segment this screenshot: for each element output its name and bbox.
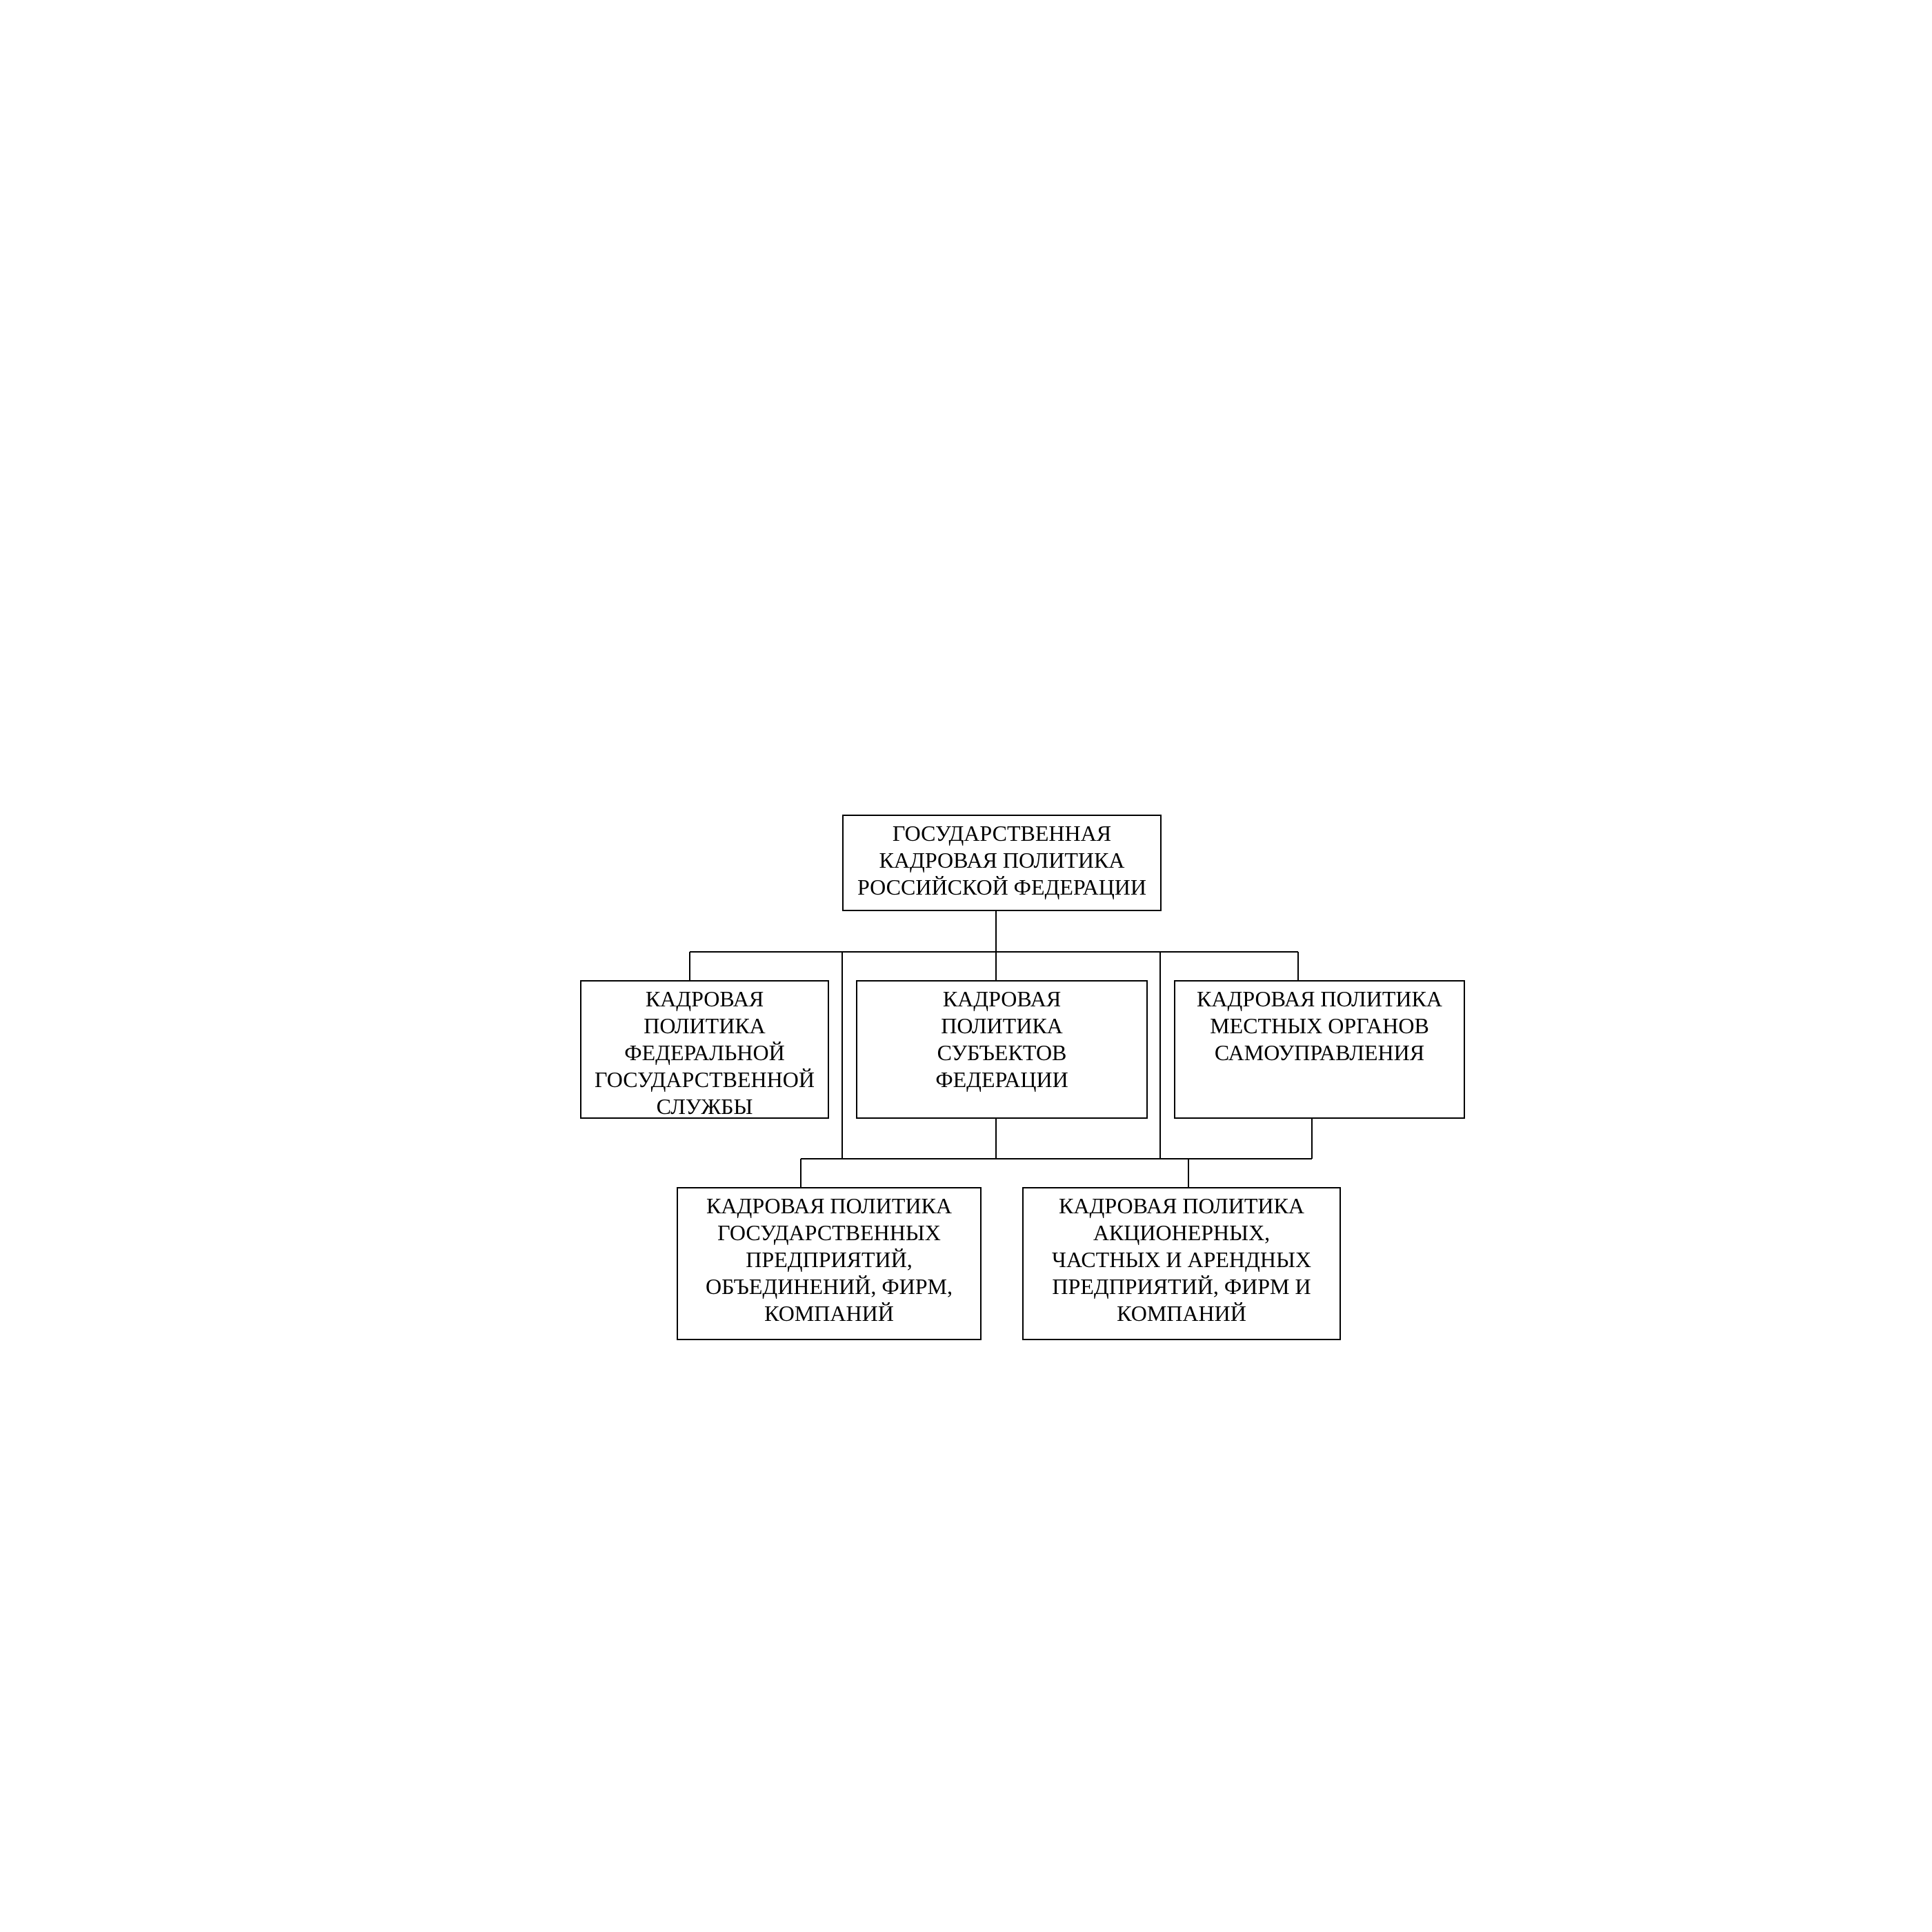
box-label-line: ГОСУДАРСТВЕННОЙ [595,1067,815,1092]
box-local-self-government-policy [1174,980,1465,1119]
box-label-line: КАДРОВАЯ [645,986,764,1011]
box-label-line: ПРЕДПРИЯТИЙ, [746,1247,913,1272]
box-label-line: ПРЕДПРИЯТИЙ, ФИРМ И [1052,1274,1311,1299]
box-label-line: ПОЛИТИКА [941,1013,1063,1038]
box-federation-subjects-policy [856,980,1148,1119]
box-label-line: ФЕДЕРАЦИИ [935,1067,1068,1092]
box-label-line: ЧАСТНЫХ И АРЕНДНЫХ [1052,1247,1311,1272]
box-label-line: ПОЛИТИКА [644,1013,766,1038]
box-label-line: КОМПАНИЙ [764,1301,894,1326]
box-label-line: ГОСУДАРСТВЕННЫХ [717,1220,941,1245]
box-label-line: КАДРОВАЯ ПОЛИТИКА [1197,986,1442,1011]
box-label-line: КАДРОВАЯ [942,986,1062,1011]
box-label-line: АКЦИОНЕРНЫХ, [1093,1220,1271,1245]
box-label-line: КАДРОВАЯ ПОЛИТИКА [879,848,1125,873]
box-label-line: САМОУПРАВЛЕНИЯ [1214,1040,1425,1065]
box-label-line: СЛУЖБЫ [656,1094,753,1119]
box-label-line: ГОСУДАРСТВЕННАЯ [892,821,1112,846]
box-label-line: РОССИЙСКОЙ ФЕДЕРАЦИИ [857,875,1147,899]
box-state-enterprises-policy [677,1187,982,1340]
box-label-line: ОБЪЕДИНЕНИЙ, ФИРМ, [706,1274,953,1299]
box-label-line: СУБЪЕКТОВ [937,1040,1067,1065]
box-label-line: КОМПАНИЙ [1117,1301,1246,1326]
box-state-hr-policy-rf [842,815,1162,911]
box-label-line: МЕСТНЫХ ОРГАНОВ [1210,1013,1429,1038]
box-label-line: КАДРОВАЯ ПОЛИТИКА [706,1193,952,1218]
box-label-line: КАДРОВАЯ ПОЛИТИКА [1059,1193,1304,1218]
box-private-enterprises-policy [1022,1187,1341,1340]
box-federal-civil-service-policy [580,980,829,1119]
box-label-line: ФЕДЕРАЛЬНОЙ [624,1040,785,1065]
